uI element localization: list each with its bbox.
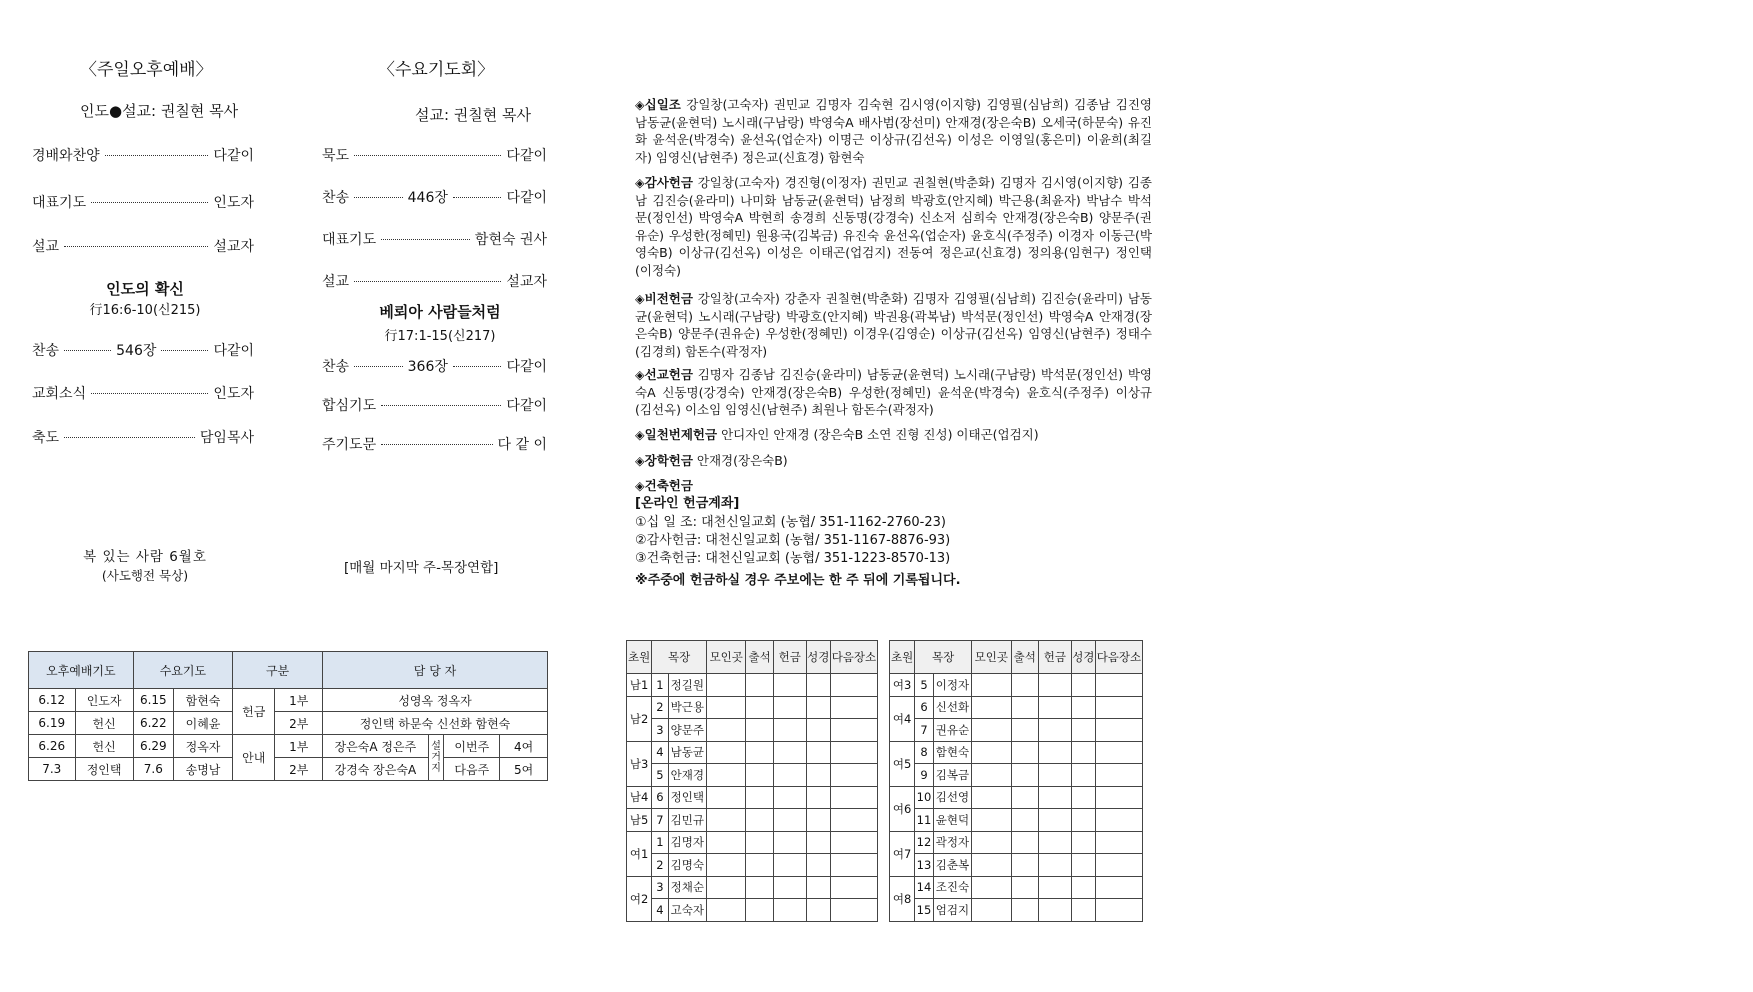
entry-cell[interactable] [1011, 719, 1038, 742]
entry-cell[interactable] [746, 674, 773, 697]
entry-cell[interactable] [1011, 854, 1038, 877]
group-cell: 남2 [627, 696, 652, 741]
table-row [890, 854, 1143, 877]
entry-cell[interactable] [830, 719, 877, 742]
entry-cell[interactable] [773, 876, 806, 899]
group-cell: 여8 [890, 876, 915, 921]
number-cell: 9 [915, 764, 934, 787]
table-row [627, 831, 878, 854]
entry-cell[interactable] [707, 809, 746, 832]
entry-cell[interactable] [1011, 809, 1038, 832]
leader-cell: 김명자 [668, 831, 706, 854]
entry-cell[interactable] [1038, 719, 1071, 742]
table-row [627, 876, 878, 899]
table-header: 오후예배기도 수요기도 구분 담 당 자 [29, 652, 548, 689]
sunday-title: 〈주일오후예배〉 [80, 60, 213, 80]
entry-cell[interactable] [1038, 741, 1071, 764]
sunday-sermon-title: 인도의 확신 [106, 280, 184, 298]
group-cell: 여1 [627, 831, 652, 876]
leader-cell: 정채순 [668, 876, 706, 899]
table-row [890, 674, 1143, 697]
number-cell: 5 [652, 764, 668, 787]
entry-cell[interactable] [1071, 786, 1095, 809]
table-row [890, 876, 1143, 899]
entry-cell[interactable] [773, 786, 806, 809]
attendance-table-right [889, 640, 1143, 922]
table-row [627, 809, 878, 832]
group-cell: 남5 [627, 809, 652, 832]
entry-cell[interactable] [1095, 696, 1142, 719]
group-cell: 여3 [890, 674, 915, 697]
leader-cell: 정인택 [668, 786, 706, 809]
group-cell: 남3 [627, 741, 652, 786]
entry-cell[interactable] [1011, 899, 1038, 922]
entry-cell[interactable] [806, 674, 830, 697]
entry-cell[interactable] [1095, 854, 1142, 877]
entry-cell[interactable] [1011, 876, 1038, 899]
entry-cell[interactable] [746, 809, 773, 832]
sunday-item: 경배와찬양 다같이 [32, 148, 254, 164]
number-cell: 6 [652, 786, 668, 809]
number-cell: 1 [652, 674, 668, 697]
entry-cell[interactable] [1071, 764, 1095, 787]
leader-cell: 안재경 [668, 764, 706, 787]
entry-cell[interactable] [707, 831, 746, 854]
offering-thousand: ◈일천번제헌금 안디자인 안재경 (장은숙B 소연 진형 진성) 이태곤(업검지) [635, 427, 1039, 442]
entry-cell[interactable] [773, 696, 806, 719]
attendance-table-left [626, 640, 878, 922]
entry-cell[interactable] [1071, 854, 1095, 877]
entry-cell[interactable] [1038, 764, 1071, 787]
entry-cell[interactable] [830, 741, 877, 764]
table-row [627, 674, 878, 697]
entry-cell[interactable] [707, 764, 746, 787]
wednesday-hymn: 찬송 446장 다같이 [322, 190, 548, 206]
entry-cell[interactable] [972, 741, 1011, 764]
sunday-note: 복 있는 사람 6월호 [83, 549, 207, 565]
wednesday-item: 주기도문 다 같 이 [322, 437, 547, 453]
table-row [890, 809, 1143, 832]
account-line: ①십 일 조: 대천신일교회 (농협/ 351-1162-2760-23) [635, 515, 946, 530]
entry-cell[interactable] [773, 674, 806, 697]
entry-cell[interactable] [806, 899, 830, 922]
entry-cell[interactable] [972, 899, 1011, 922]
entry-cell[interactable] [707, 696, 746, 719]
entry-cell[interactable] [972, 696, 1011, 719]
number-cell: 10 [915, 786, 934, 809]
number-cell: 12 [915, 831, 934, 854]
table-row [627, 719, 878, 742]
leader-cell: 양문주 [668, 719, 706, 742]
entry-cell[interactable] [746, 831, 773, 854]
entry-cell[interactable] [707, 719, 746, 742]
leader-cell: 신선화 [933, 696, 971, 719]
entry-cell[interactable] [707, 741, 746, 764]
entry-cell[interactable] [830, 786, 877, 809]
entry-cell[interactable] [1038, 831, 1071, 854]
leader-cell: 김선영 [933, 786, 971, 809]
entry-cell[interactable] [1011, 764, 1038, 787]
table-header: 초원 목장 모인곳 출석 헌금 성경 다음장소 [890, 641, 1143, 674]
group-cell: 남4 [627, 786, 652, 809]
entry-cell[interactable] [707, 899, 746, 922]
group-cell: 여4 [890, 696, 915, 741]
entry-cell[interactable] [1071, 674, 1095, 697]
offering-vision: ◈비전헌금 강일창(고숙자) 강춘자 권칠현(박춘화) 김명자 김영필(심남희) 김진승(윤라미) 남동균(윤현덕) 노시래(구남랑) 박광호(안지혜) 박권용(곽복남) 박석문(정인선) 박영숙A 안재경(장은숙B) 양문주(권유순) 우성한(정혜민) 이경우(김영순) 이상규(김선옥) 임영신(남현주) 정태수(김경희) 함돈수(곽정자) [635, 291, 1152, 359]
table-row [627, 741, 878, 764]
leader-cell: 김민규 [668, 809, 706, 832]
offering-building: ◈건축헌금 [635, 478, 693, 493]
entry-cell[interactable] [1071, 899, 1095, 922]
number-cell: 4 [652, 899, 668, 922]
group-cell: 남1 [627, 674, 652, 697]
entry-cell[interactable] [1095, 899, 1142, 922]
group-cell: 여6 [890, 786, 915, 831]
entry-cell[interactable] [746, 741, 773, 764]
leader-cell: 조진숙 [933, 876, 971, 899]
wednesday-item: 묵도 다같이 [322, 148, 547, 164]
entry-cell[interactable] [972, 674, 1011, 697]
entry-cell[interactable] [1038, 854, 1071, 877]
wednesday-item: 대표기도 함현숙 권사 [322, 232, 547, 248]
leader-cell: 김복금 [933, 764, 971, 787]
entry-cell[interactable] [773, 764, 806, 787]
number-cell: 8 [915, 741, 934, 764]
sunday-item: 설교 설교자 [32, 239, 254, 255]
entry-cell[interactable] [1038, 674, 1071, 697]
entry-cell[interactable] [1071, 741, 1095, 764]
entry-cell[interactable] [773, 854, 806, 877]
entry-cell[interactable] [746, 786, 773, 809]
table-row [627, 764, 878, 787]
entry-cell[interactable] [806, 719, 830, 742]
entry-cell[interactable] [830, 674, 877, 697]
entry-cell[interactable] [1038, 899, 1071, 922]
table-row [627, 786, 878, 809]
entry-cell[interactable] [1071, 831, 1095, 854]
accounts-title: [온라인 헌금계좌] [635, 496, 740, 511]
leader-cell: 정길원 [668, 674, 706, 697]
entry-cell[interactable] [972, 854, 1011, 877]
group-cell: 여7 [890, 831, 915, 876]
entry-cell[interactable] [707, 876, 746, 899]
entry-cell[interactable] [746, 696, 773, 719]
table-row [627, 899, 878, 922]
leader-cell: 함현숙 [933, 741, 971, 764]
entry-cell[interactable] [830, 809, 877, 832]
entry-cell[interactable] [1038, 876, 1071, 899]
entry-cell[interactable] [773, 831, 806, 854]
entry-cell[interactable] [1011, 741, 1038, 764]
entry-cell[interactable] [1011, 696, 1038, 719]
entry-cell[interactable] [806, 786, 830, 809]
wednesday-preacher: 설교: 권칠현 목사 [415, 106, 532, 124]
group-cell: 여2 [627, 876, 652, 921]
entry-cell[interactable] [1095, 719, 1142, 742]
entry-cell[interactable] [1011, 674, 1038, 697]
entry-cell[interactable] [806, 809, 830, 832]
leader-cell: 윤현덕 [933, 809, 971, 832]
number-cell: 7 [915, 719, 934, 742]
entry-cell[interactable] [806, 854, 830, 877]
table-row [890, 741, 1143, 764]
entry-cell[interactable] [806, 764, 830, 787]
entry-cell[interactable] [806, 696, 830, 719]
entry-cell[interactable] [1011, 831, 1038, 854]
entry-cell[interactable] [972, 831, 1011, 854]
wednesday-note: [매월 마지막 주-목장연합] [344, 560, 499, 576]
entry-cell[interactable] [746, 876, 773, 899]
entry-cell[interactable] [1038, 786, 1071, 809]
entry-cell[interactable] [972, 876, 1011, 899]
accounts-note: ※주중에 헌금하실 경우 주보에는 한 주 뒤에 기록됩니다. [635, 573, 961, 588]
sunday-hymn: 찬송 546장 다같이 [32, 343, 255, 359]
leader-cell: 고숙자 [668, 899, 706, 922]
entry-cell[interactable] [1095, 764, 1142, 787]
table-row: 6.26 헌신 6.29 정옥자 안내 1부 장은숙A 정은주 설거지 이번주 4여 [29, 735, 548, 758]
entry-cell[interactable] [806, 831, 830, 854]
entry-cell[interactable] [773, 809, 806, 832]
number-cell: 6 [915, 696, 934, 719]
table-row [890, 786, 1143, 809]
table-row [890, 764, 1143, 787]
leader-cell: 이정자 [933, 674, 971, 697]
table-row: 7.3 정인택 7.6 송명남 2부 강경숙 장은숙A 다음주 5여 [29, 758, 548, 781]
leader-cell: 김명숙 [668, 854, 706, 877]
number-cell: 2 [652, 696, 668, 719]
leader-cell: 곽정자 [933, 831, 971, 854]
table-row [627, 696, 878, 719]
sunday-officiant: 인도●설교: 권칠현 목사 [80, 102, 239, 120]
entry-cell[interactable] [830, 696, 877, 719]
entry-cell[interactable] [972, 809, 1011, 832]
entry-cell[interactable] [830, 764, 877, 787]
number-cell: 7 [652, 809, 668, 832]
entry-cell[interactable] [1038, 696, 1071, 719]
wednesday-sermon-ref: 行17:1-15(신217) [384, 329, 496, 344]
table-row: 6.19 헌신 6.22 이혜윤 2부 정인택 하문숙 신선화 함현숙 [29, 712, 548, 735]
entry-cell[interactable] [1011, 786, 1038, 809]
number-cell: 14 [915, 876, 934, 899]
entry-cell[interactable] [972, 764, 1011, 787]
number-cell: 15 [915, 899, 934, 922]
entry-cell[interactable] [972, 719, 1011, 742]
entry-cell[interactable] [1071, 809, 1095, 832]
duty-schedule-table [28, 651, 548, 781]
sunday-item: 축도 담임목사 [32, 430, 254, 446]
number-cell: 3 [652, 876, 668, 899]
entry-cell[interactable] [773, 741, 806, 764]
entry-cell[interactable] [830, 899, 877, 922]
entry-cell[interactable] [746, 764, 773, 787]
entry-cell[interactable] [773, 719, 806, 742]
table-header: 초원 목장 모인곳 출석 헌금 성경 다음장소 [627, 641, 878, 674]
number-cell: 13 [915, 854, 934, 877]
entry-cell[interactable] [746, 854, 773, 877]
entry-cell[interactable] [830, 831, 877, 854]
entry-cell[interactable] [972, 786, 1011, 809]
entry-cell[interactable] [1071, 719, 1095, 742]
entry-cell[interactable] [746, 899, 773, 922]
entry-cell[interactable] [1095, 876, 1142, 899]
entry-cell[interactable] [707, 854, 746, 877]
offering-tithe: ◈십일조 강일창(고숙자) 권민교 김명자 김숙현 김시영(이지향) 김영필(심남희) 김종남 김진영 남동균(윤현덕) 노시래(구남랑) 박영숙A 배사범(장선미) 안재경(장은숙B) 오세국(하문숙) 유진화 윤석운(박경숙) 윤선옥(업순자) 이명근 이상규(김선옥) 이성은 이영일(홍은미) 이윤희(최길자) 임영신(남현주) 정은교(신효경) 함현숙 [635, 97, 1152, 165]
wednesday-item: 설교 설교자 [322, 274, 547, 290]
sunday-item: 교회소식 인도자 [32, 386, 254, 402]
number-cell: 4 [652, 741, 668, 764]
number-cell: 2 [652, 854, 668, 877]
wednesday-hymn: 찬송 366장 다같이 [322, 359, 548, 375]
wednesday-sermon-title: 베뢰아 사람들처럼 [379, 303, 501, 321]
account-line: ②감사헌금: 대천신일교회 (농협/ 351-1167-8876-93) [635, 533, 951, 548]
offering-mission: ◈선교헌금 김명자 김종남 김진승(윤라미) 남동균(윤현덕) 노시래(구남랑) 박석문(정인선) 박영숙A 신동명(강경숙) 안재경(장은숙B) 우성한(정혜민) 윤석운(박경숙) 윤호식(주정주) 이상규(김선옥) 이소임 임영신(남현주) 최원나 함돈수(곽정자) [635, 367, 1152, 417]
wednesday-item: 합심기도 다같이 [322, 398, 547, 414]
offering-scholarship: ◈장학헌금 안재경(장은숙B) [635, 453, 788, 468]
sunday-note-sub: (사도행전 묵상) [101, 568, 189, 583]
entry-cell[interactable] [1071, 696, 1095, 719]
leader-cell: 권유순 [933, 719, 971, 742]
offering-thanks: ◈감사헌금 강일창(고숙자) 경진형(이정자) 권민교 권칠현(박춘화) 김명자 김시영(이지향) 김종남 김진승(윤라미) 나미화 남동균(윤현덕) 남정희 박광호(안지혜) 박근용(최윤자) 박남수 박석문(정인선) 박영숙A 박현희 송경희 신동명(강경숙) 신소저 심희숙 안재경(장은숙B) 양문주(권유순) 우성한(정혜민) 원용국(김복금) 유진숙 윤선옥(업순자) 윤호식(주정주) 이경자 이동근(박영숙B) 이상규(김선옥) 이성은 이태곤(업검지) 전동여 정은교(신효경) 정의용(임현구) 정인택(이정숙) [635, 175, 1152, 278]
table-row [627, 854, 878, 877]
leader-cell: 김춘복 [933, 854, 971, 877]
entry-cell[interactable] [773, 899, 806, 922]
table-row [890, 831, 1143, 854]
sunday-sermon-ref: 行16:6-10(신215) [89, 303, 201, 318]
leader-cell: 엄검지 [933, 899, 971, 922]
group-cell: 여5 [890, 741, 915, 786]
entry-cell[interactable] [1095, 831, 1142, 854]
number-cell: 1 [652, 831, 668, 854]
table-row [890, 696, 1143, 719]
entry-cell[interactable] [1038, 809, 1071, 832]
leader-cell: 남동균 [668, 741, 706, 764]
number-cell: 5 [915, 674, 934, 697]
entry-cell[interactable] [707, 786, 746, 809]
entry-cell[interactable] [806, 741, 830, 764]
table-row [890, 719, 1143, 742]
entry-cell[interactable] [1071, 876, 1095, 899]
wednesday-title: 〈수요기도회〉 [378, 60, 495, 80]
number-cell: 3 [652, 719, 668, 742]
entry-cell[interactable] [1095, 674, 1142, 697]
leader-cell: 박근용 [668, 696, 706, 719]
entry-cell[interactable] [707, 674, 746, 697]
entry-cell[interactable] [1095, 809, 1142, 832]
table-row [890, 899, 1143, 922]
account-line: ③건축헌금: 대천신일교회 (농협/ 351-1223-8570-13) [635, 551, 951, 566]
sunday-item: 대표기도 인도자 [32, 195, 254, 211]
entry-cell[interactable] [1095, 741, 1142, 764]
entry-cell[interactable] [1095, 786, 1142, 809]
entry-cell[interactable] [830, 854, 877, 877]
number-cell: 11 [915, 809, 934, 832]
entry-cell[interactable] [830, 876, 877, 899]
entry-cell[interactable] [746, 719, 773, 742]
entry-cell[interactable] [806, 876, 830, 899]
table-row: 6.12 인도자 6.15 함현숙 헌금 1부 성영옥 정옥자 [29, 689, 548, 712]
